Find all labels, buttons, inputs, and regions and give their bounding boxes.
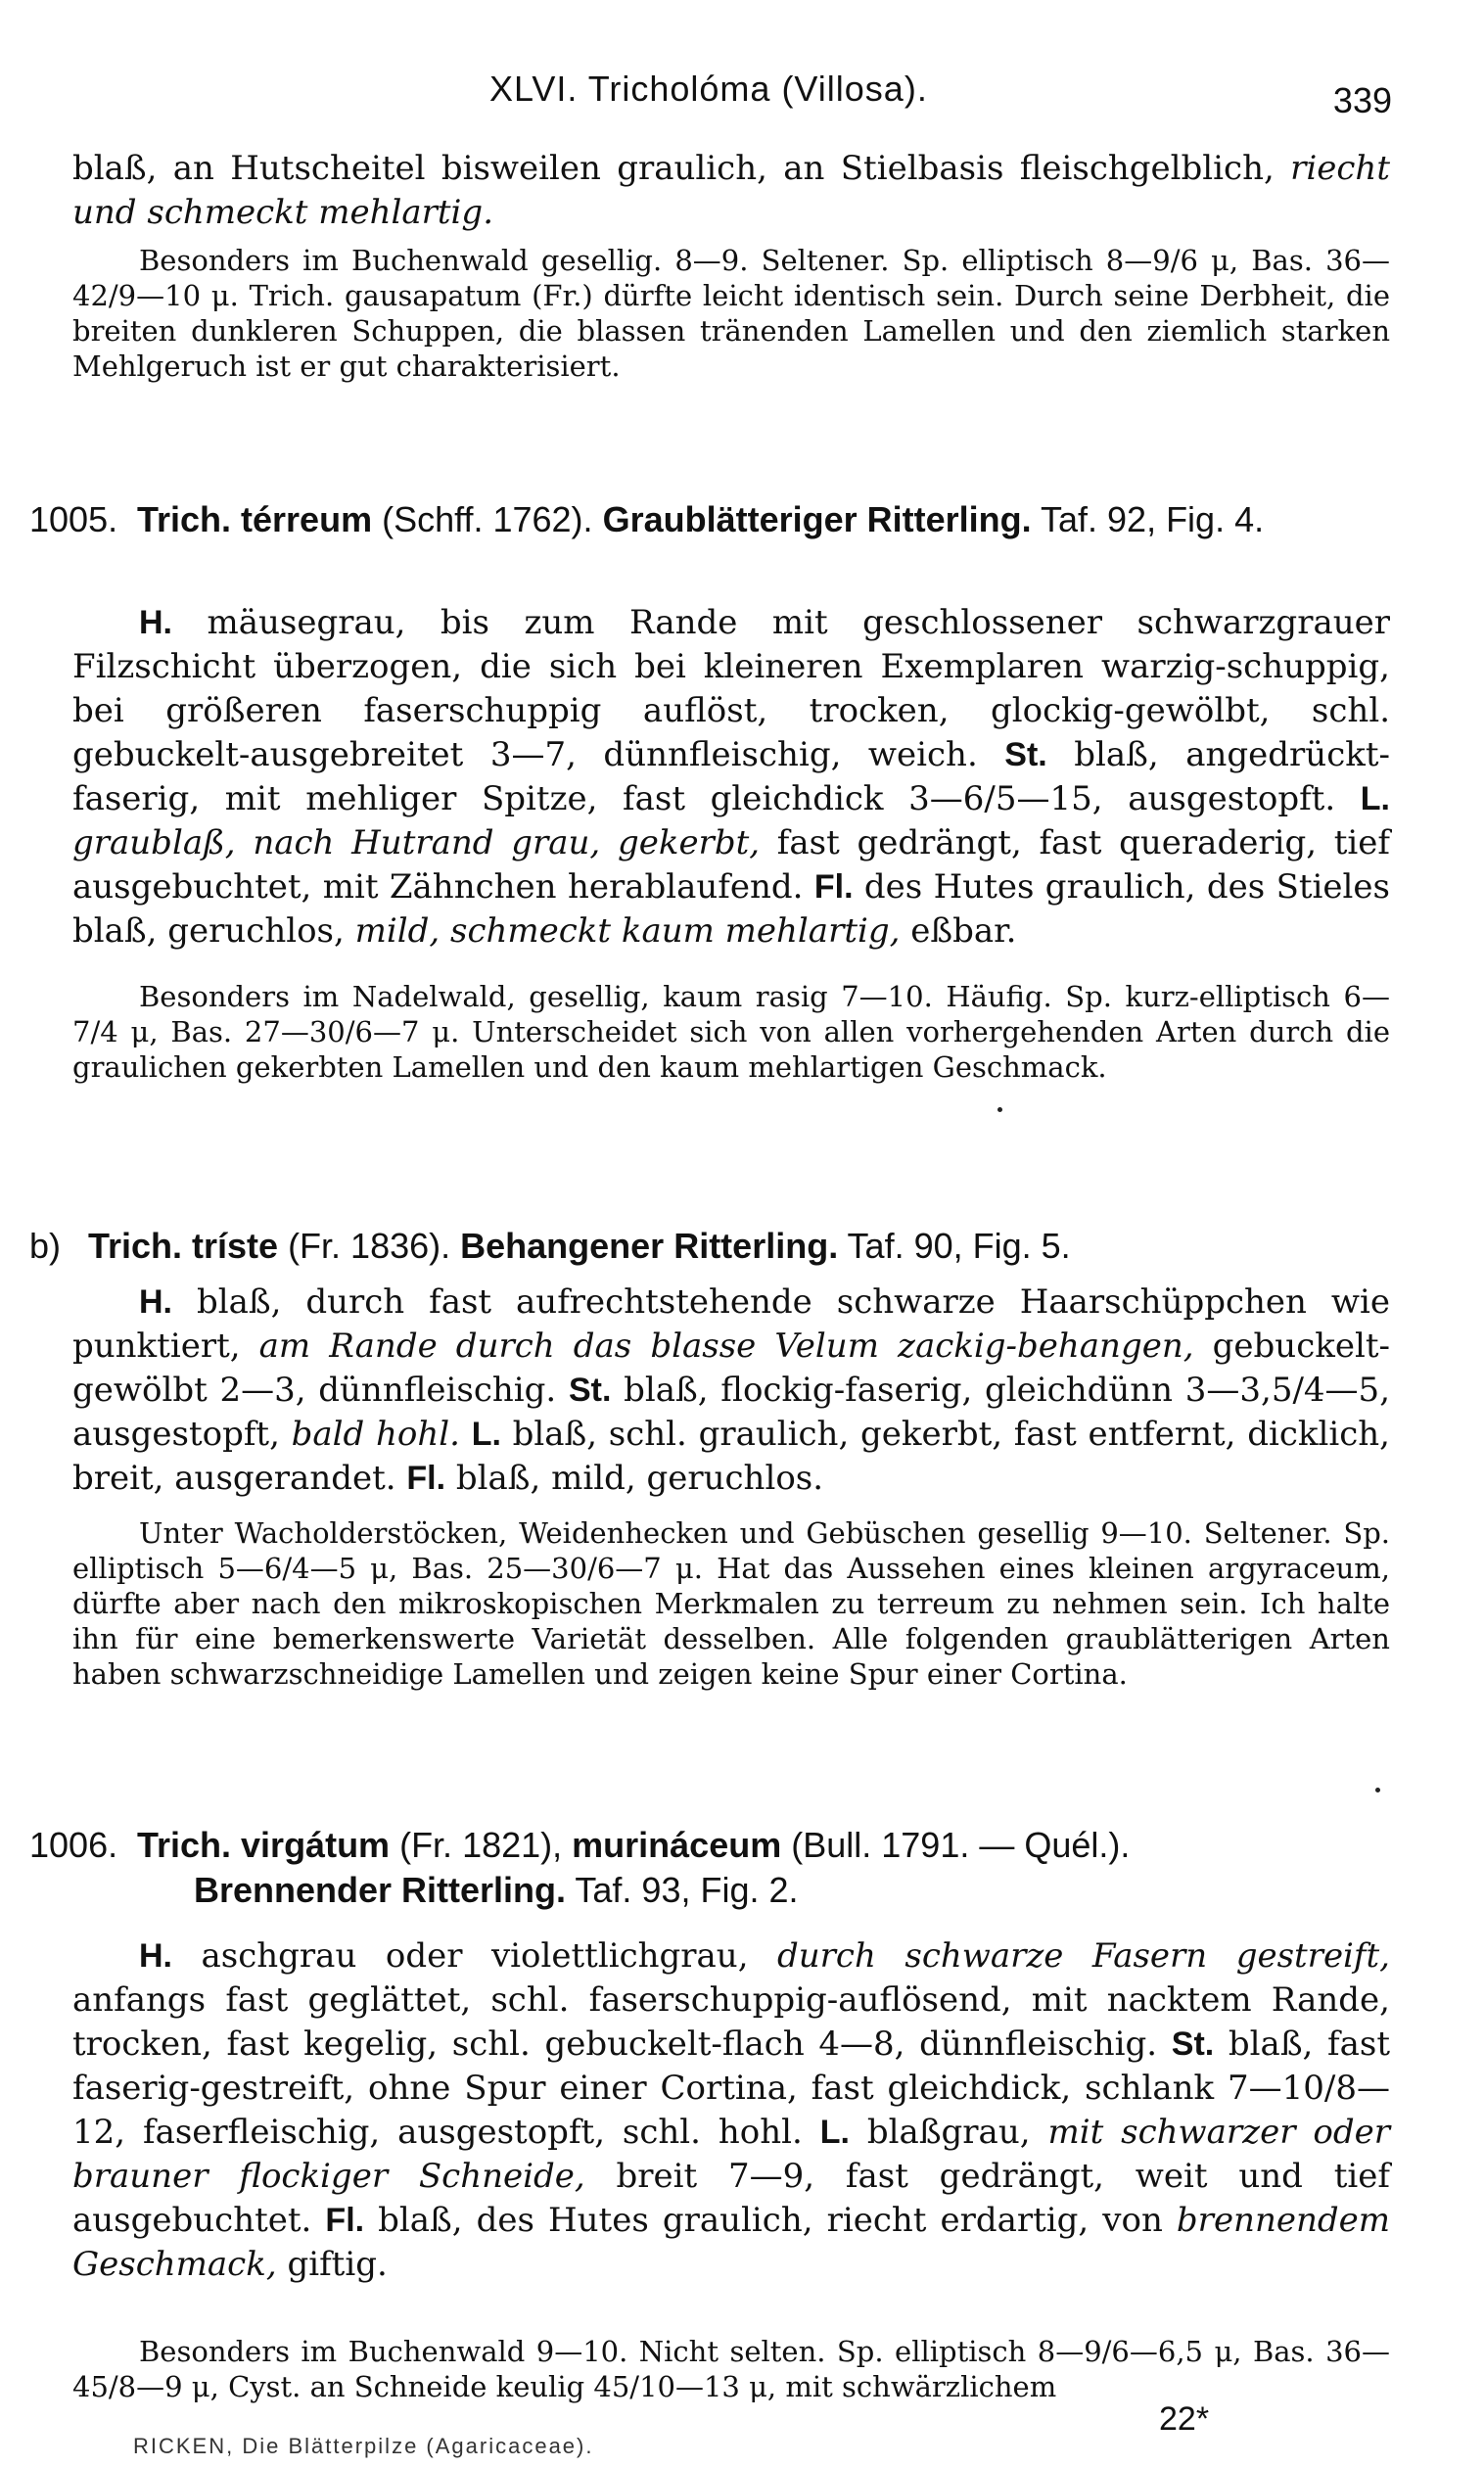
entry-notes-1006: Besonders im Buchenwald 9—10. Nicht selten. Sp. elliptisch 8—9/6—6,5 μ, Bas. 36—45/8—9 μ, Cyst. an Schneide keulig 45/10—13 μ, mit schwärzlichem xyxy=(72,2335,1390,2403)
entry-description-b: H. blaß, durch fast aufrechtstehende schwarze Haarschüppchen wie punktiert, am Rande durch das blasse Velum zackig-behangen, gebuckelt-gewölbt 2—3, dünnfleischig. St. blaß, flockig-faserig, gleichdünn 3—3,5/4—5, ausgestopft, bald hohl. L. blaß, schl. graulich, gekerbt, fast entfernt, dicklich, breit, ausgerandet. Fl. blaß, mild, geruchlos. xyxy=(72,1282,1391,1498)
entry-heading-b: b) Trich. tríste (Fr. 1836). Behangener Ritterling. Taf. 90, Fig. 5. xyxy=(29,1226,1071,1266)
entry-description-1006: H. aschgrau oder violettlichgrau, durch schwarze Fasern gestreift, anfangs fast geglättet, schl. faserschuppig-auflösend, mit nacktem Rande, trocken, fast kegelig, schl. gebuckelt-flach 4—8, dünnfleischig. St. blaß, fast faserig-gestreift, ohne Spur einer Cortina, fast gleichdick, schlank 7—10/8—12, faserfleischig, ausgestopft, schl. hohl. L. blaßgrau, mit schwarzer oder brauner flockiger Schneide, breit 7—9, fast gedrängt, weit und tief ausgebuchtet. Fl. blaß, des Hutes graulich, riecht erdartig, von brennendem Geschmack, giftig. xyxy=(72,1936,1390,2284)
scan-speck xyxy=(997,1107,1002,1112)
entry-notes-1005: Besonders im Nadelwald, gesellig, kaum rasig 7—10. Häufig. Sp. kurz-elliptisch 6—7/4 μ, Bas. 27—30/6—7 μ. Unterscheidet sich von allen vorhergehenden Arten durch die graulichen gekerbten Lamellen und den kaum mehlartigen Geschmack. xyxy=(72,980,1390,1084)
page-number: 339 xyxy=(1332,80,1392,120)
intro-paragraph: blaß, an Hutscheitel bisweilen graulich, an Stielbasis fleischgelblich, riecht und schmeckt mehlartig. xyxy=(72,149,1390,232)
page-header xyxy=(0,69,1484,127)
entry-notes-b: Unter Wacholderstöcken, Weidenhecken und Gebüschen gesellig 9—10. Seltener. Sp. elliptisch 5—6/4—5 μ, Bas. 25—30/6—7 μ. Hat das Aussehen eines kleinen argyraceum, dürfte aber nach den mikroskopischen Merkmalen zu terreum zu nehmen sein. Ich halte ihn für eine bemerkenswerte Varietät desselben. Alle folgenden graublätterigen Arten haben schwarzschneidige Lamellen und zeigen keine Spur einer Cortina. xyxy=(72,1516,1390,1691)
entry-description-1005: H. mäusegrau, bis zum Rande mit geschlossener schwarzgrauer Filzschicht überzogen, die sich bei kleineren Exemplaren warzig-schuppig, bei größeren faserschuppig auflöst, trocken, glockig-gewölbt, schl. gebuckelt-ausgebreitet 3—7, dünnfleischig, weich. St. blaß, angedrückt-faserig, mit mehliger Spitze, fast gleichdick 3—6/5—15, ausgestopft. L. graublaß, nach Hutrand grau, gekerbt, fast gedrängt, fast queraderig, tief ausgebuchtet, mit Zähnchen herablaufend. Fl. des Hutes graulich, des Stieles blaß, geruchlos, mild, schmeckt kaum mehlartig, eßbar. xyxy=(72,603,1390,951)
footer-source: RICKEN, Die Blätterpilze (Agaricaceae). xyxy=(133,2434,594,2458)
entry-heading-1005: 1005. Trich. térreum (Schff. 1762). Graublätteriger Ritterling. Taf. 92, Fig. 4. xyxy=(29,499,1265,539)
signature-mark: 22* xyxy=(1159,2400,1210,2438)
running-title: XLVI. Tricholóma (Villosa). xyxy=(489,69,928,109)
entry-heading-1006: 1006. Trich. virgátum (Fr. 1821), murináceum (Bull. 1791. — Quél.). Brennender Ritterling. Taf. 93, Fig. 2. xyxy=(29,1825,1131,1910)
intro-notes: Besonders im Buchenwald gesellig. 8—9. Seltener. Sp. elliptisch 8—9/6 μ, Bas. 36—42/9—10 μ. Trich. gausapatum (Fr.) dürfte leicht identisch sein. Durch seine Derbheit, die breiten dunkleren Schuppen, die blassen tränenden Lamellen und den ziemlich starken Mehlgeruch ist er gut charakterisiert. xyxy=(72,244,1390,383)
scan-speck xyxy=(1375,1788,1380,1792)
